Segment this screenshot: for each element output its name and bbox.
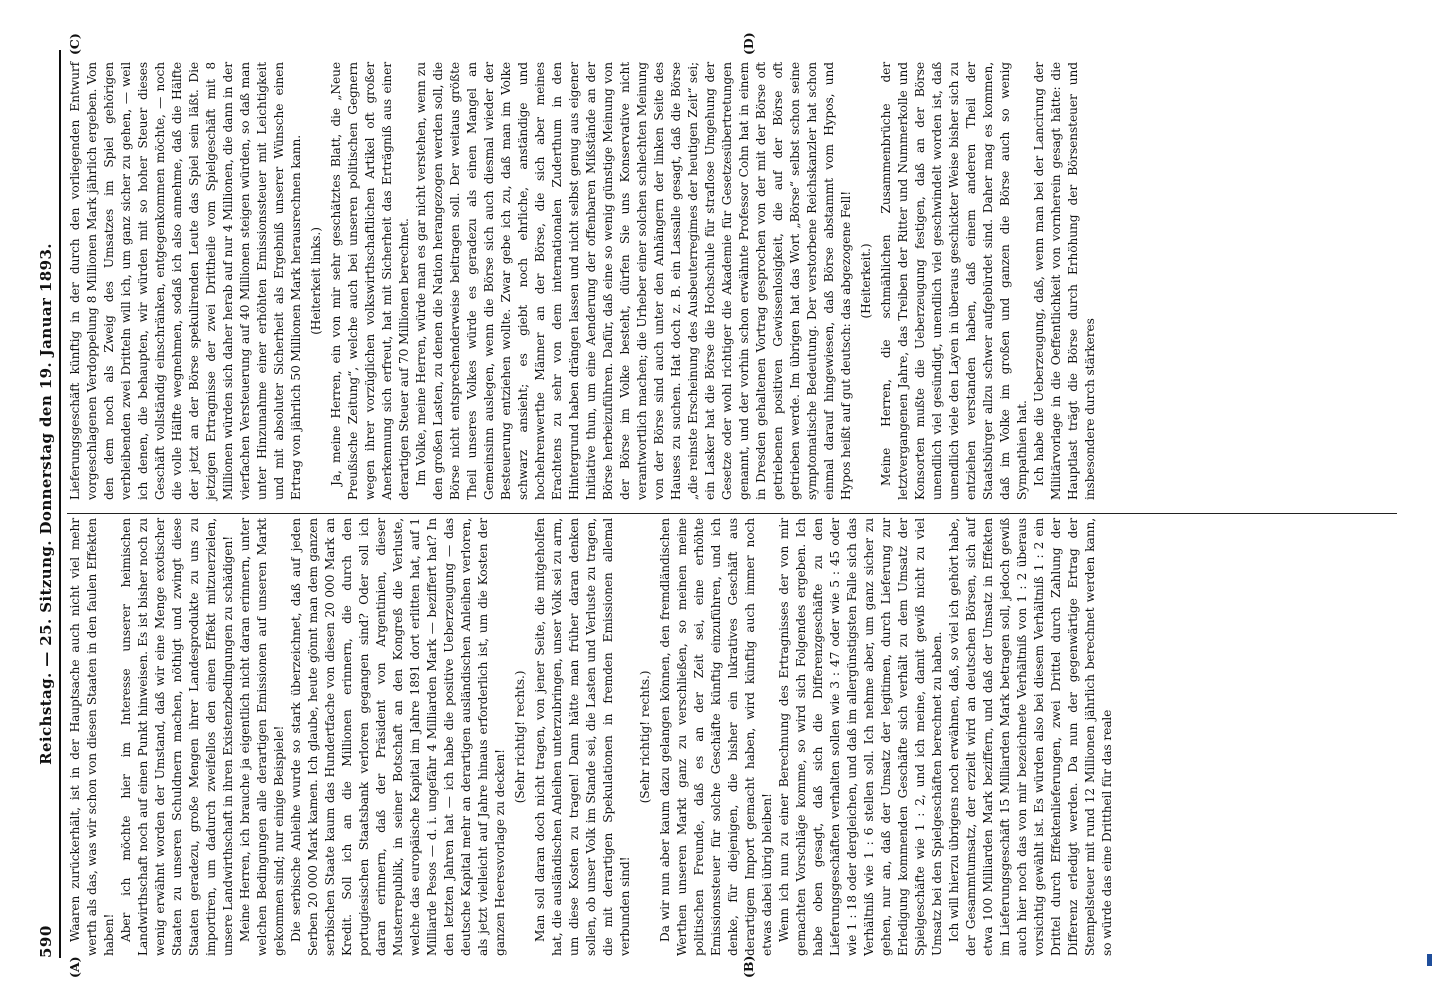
- interjection: (Heiterkeit.): [859, 243, 873, 319]
- paragraph: Da wir nun aber kaum dazu gelangen können, den fremdländischen Werthen unseren Markt ganz zu verschließen, so meinen meine politischen Freunde, daß es an der Zeit sei, eine erhöhte Emissionssteuer für solche Geschäfte künftig einzuführen, und ich denke, für diejenigen, die bisher ein lukratives Geschäft aus derartigem Import gemacht haben, wird künftig auch immer noch etwas dabei übrig bleiben!: [658, 518, 774, 956]
- paragraph: Meine Herren, ich brauche ja eigentlich nicht daran erinnern, unter welchen Bedingungen alle derartigen Emissionen auf unseren Markt gekommen sind; nur einige Beispiele!: [238, 518, 286, 956]
- paragraph: Ich habe die Ueberzeugung, daß, wenn man bei der Lancirung der Militärvorlage in die Oeffentlichkeit von vornherein gesagt hätte: die Hauptlast trägt die Börse durch Erhöhung der Börsensteuer und insbesondere durch stärkeres: [1032, 62, 1097, 500]
- margin-letter-b: (B): [741, 955, 756, 978]
- paragraph: Die serbische Anleihe wurde so stark überzeichnet, daß auf jeden Serben 20 000 Mark kamen. Ich glaube, heute gönnt man dem ganzen serbischen Staate kaum das Hundertfache von diesen 20 000 Mark an Kredit. Soll ich an die Millionen erinnern, die durch den portugiesischen Staatsbank verloren gegangen sind? Oder soll ich daran erinnern, daß der Präsident von Argentinien, dieser Musterrepublik, in seiner Botschaft an den Kongreß die Verluste, welche das europäische Kapital im Jahre 1891 dort erlitten hat, auf 1 Milliarde Pesos — d. i. ungefähr 4 Milliarden Mark — beziffert hat? In den letzten Jahren hat — ich habe die positive Ueberzeugung — das deutsche Kapital mehr an derartigen ausländischen Anleihen verloren, als jetzt vielleicht auf Jahre hinaus erforderlich ist, um die Kosten der ganzen Heeresvorlage zu decken!: [289, 518, 507, 956]
- margin-letter-a: (A): [67, 956, 82, 978]
- margin-letter-c: (C): [67, 33, 82, 55]
- margin-letter-d: (D): [741, 32, 756, 55]
- paragraph: Im Volke, meine Herren, würde man es gar nicht verstehen, wenn zu den großen Lasten, zu denen die Nation herangezogen werden soll, die Börse nicht entsprechenderweise beitragen soll. Der weitaus größte Theil unseres Volkes würde es geradezu als einen Mangel an Gemeinsinn auslegen, wenn die Börse sich auch diesmal wieder der Besteuerung entziehen wollte. Zwar gebe ich zu, daß man im Volke schwarz ansieht; es giebt noch ehrliche, anständige und hochehrenwerthe Männer an der Börse, die sich aber meines Erachtens zu sehr von dem internationalen Zuderthum in den Hintergrund haben drängen lassen und nicht selbst genug aus eigener Initiative thun, um eine Aenderung der offenbaren Mißstände an der Börse herbeizuführen. Dafür, daß eine so wenig günstige Meinung von der Börse im Volke besteht, dürfen Sie uns Konservative nicht verantwortlich machen; die Urheber einer solchen schlechten Meinung von der Börse sind auch unter den Anhängern der linken Seite des Hauses zu suchen. Hat doch z. B. ein Lassalle gesagt, daß die Börse „die reinste Erscheinung des Ausbeuterregimes der heutigen Zeit“ sei; ein Lasker hat die Börse die Hochschule für straflose Umgehung der Gesetze oder wohl richtiger die Akademie für Gesetzesübertretungen genannt, und der vorhin schon erwähnte Professor Cohn hat in einem in Dresden gehaltenen Vortrag gesprochen von der mit der Börse oft getriebenen positiven Gewissenlosigkeit, die auf der Börse oft getrieben werde. Im übrigen hat das Wort „Börse“ selbst schon seine symptomatische Bedeutung. Der verstorbene Reichskanzler hat schon einmal darauf hingewiesen, daß Börse abstammt vom Hypos, und Hypos heißt auf gut deutsch: das abgezogene Fell!: [414, 62, 853, 500]
- page-number: 590: [37, 925, 55, 958]
- left-column: [67, 518, 1116, 956]
- page-title: Reichstag. — 25. Sitzung. Donnerstag den 19. Januar 1893.: [37, 243, 55, 765]
- digitization-credit: [1403, 0, 1427, 1000]
- page-header: [33, 50, 61, 958]
- paragraph: Aber ich möchte hier im Interesse unserer heimischen Landwirthschaft noch auf einen Punkt hinweisen. Es ist bisher noch zu wenig erwähnt worden der Umstand, daß wir eine Menge exotischer Staaten zu unseren Schuldnern machen, nöthigt und zwingt diese Staaten geradezu, große Mengen ihrer Landesprodukte zu uns zu importiren, um dadurch zweifellos den einen Effekt mitzuerzielen, unsere Landwirthschaft in ihren Existenzbedingungen zu schädigen!: [119, 518, 235, 956]
- paragraph: Waaren zurückerhält, ist in der Hauptsache auch nicht viel mehr werth als das, was wir schon von diesen Staaten in den faulen Effekten haben!: [68, 518, 116, 956]
- paragraph: Wenn ich nun zu einer Berechnung des Ertragnisses der von mir gemachten Vorschläge komme, so wird sich Folgendes ergeben. Ich habe oben gesagt, daß sich die Differenzgeschäfte zu den Lieferungsgeschäften verhalten sollen wie 3 : 47 oder wie 5 : 45 oder wie 1 : 18 oder dergleichen, und daß im allergünstigsten Falle sich das Verhältniß wie 1 : 6 stellen soll. Ich nehme aber, um ganz sicher zu gehen, nur an, daß der Umsatz der legitimen, durch Lieferung zur Erledigung kommenden Geschäfte sich verhält zu dem Umsatz der Spielgeschäfte wie 1 : 2, und ich meine, damit gewiß nicht zu viel Umsatz bei den Spielgeschäften berechnet zu haben.: [777, 518, 944, 956]
- paragraph: Lieferungsgeschäft künftig in der durch den vorliegenden Entwurf vorgeschlagenen Verdoppelung 8 Millionen Mark jährlich ergeben. Von den dem noch als Zweig des Umsatzes im Spiel gehörigen verbleibenden zwei Dritteln will ich, um ganz sicher zu gehen, — weil ich denen, die behaupten, wir würden mit so hoher Steuer dieses Geschäft vollständig einschränken, entgegenkommen möchte, — noch die volle Hälfte wegnehmen, sodaß ich also annehme, daß die Hälfte der jetzt an der Börse spekulirenden Leute das Spiel sein läßt. Die jetzigen Ertragnisse der zwei Drittheile vom Spielgeschäft mit 8 Millionen würden sich daher herab auf nur 4 Millionen, die dann in der vierfachen Versteuerung auf 40 Millionen steigen würden, so daß man unter Hinzunahme einer erhöhten Emissionssteuer mit Leichtigkeit und mit absoluter Sicherheit als Ergebniß unserer Wünsche einen Ertrag von jährlich 50 Millionen Mark herausrechnen kann.: [68, 62, 303, 500]
- paragraph: Ja, meine Herren, ein von mir sehr geschätztes Blatt, die „Neue Preußische Zeitung“, welche auch bei unseren politischen Gegnern wegen ihrer vorzüglichen volkswirthschaftlichen Artikel oft großer Anerkennung sich erfreut, hat mit Sicherheit das Erträgniß aus einer derartigen Steuer auf 70 Millionen berechnet.: [329, 62, 411, 500]
- header-rule: [59, 50, 61, 958]
- paragraph: Ich will hierzu übrigens noch erwähnen, daß, so viel ich gehört habe, der Gesammtumsatz, der erzielt wird an deutschen Börsen, sich auf etwa 100 Milliarden Mark beziffern, und daß der Umsatz in Effekten im Lieferungsgeschäft 15 Milliarden Mark betragen soll, jedoch gewiß auch hier noch das von mir bezeichnete Verhältniß von 1 : 2 überaus vorsichtig gewählt ist. Es würden also bei diesem Verhältniß 1 : 2 ein Drittel durch Effektenlieferungen, zwei Drittel durch Zahlung der Differenz erledigt werden. Da nun der gegenwärtige Ertrag der Stempelsteuer mit rund 12 Millionen jährlich berechnet werden kann, so würde das eine Drittheil für das reale: [947, 518, 1114, 956]
- column-divider: [67, 513, 1397, 514]
- interjection: (Sehr richtig! rechts.): [513, 670, 527, 804]
- dfg-logo: [1427, 954, 1432, 966]
- paragraph: Meine Herren, die schmählichen Zusammenbrüche der letztvergangenen Jahre, das Treiben der Ritter und Nummerkolle und Konsorten mußte die Ueberzeugung festigen, daß an der Börse unendlich viel gesündigt, unendlich viel geschwindelt worden ist, daß unendlich viele den Layen in überaus geschickter Weise bisher sich zu entziehen verstanden haben, daß einem anderen Theil der Staatsbürger allzu schwer aufgebürdet sind. Daher mag es kommen, daß im Volke im großen und ganzen die Börse auch so wenig Sympathien hat.: [879, 62, 1029, 500]
- interjection: (Sehr richtig! rechts.): [638, 670, 652, 804]
- right-column: [67, 62, 1099, 500]
- document-page: [21, 20, 1411, 980]
- interjection: (Heiterkeit links.): [309, 227, 323, 335]
- paragraph: Man soll daran doch nicht tragen, von jener Seite, die mitgeholfen hat, die ausländischen Anleihen unterzubringen, unser Volk sei zu arm, um diese Kosten zu tragen! Dann hätte man früher daran denken sollen, ob unser Volk im Stande sei, die Lasten und Verluste zu tragen, die mit derartigen Spekulationen in fremden Emissionen allemal verbunden sind!: [533, 518, 632, 956]
